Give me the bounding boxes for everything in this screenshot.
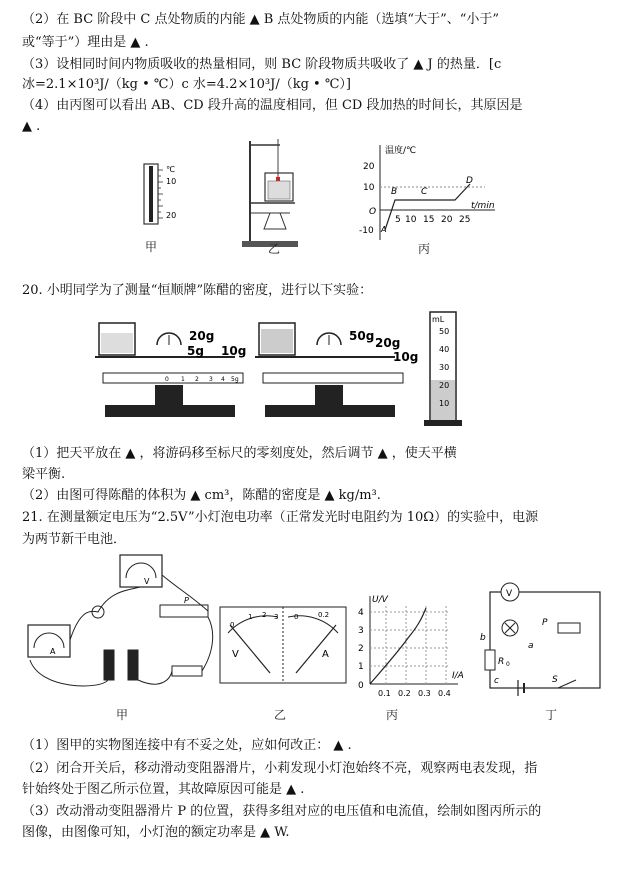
ui-graph-ylabel: U/V bbox=[372, 595, 388, 605]
meter-v-tick-2: 2 bbox=[262, 611, 267, 619]
balance-1-figure bbox=[95, 315, 255, 425]
circuit-label-c: c bbox=[494, 676, 499, 686]
circuit-label-a: a bbox=[528, 641, 534, 651]
q20-part1-line1: （1）把天平放在 ▲ ，将游码移至标尺的零刻度处，然后调节 ▲ ，使天平横 bbox=[22, 446, 457, 461]
cylinder-unit: mL bbox=[432, 315, 445, 324]
meter-v-tick-0: 0 bbox=[230, 621, 235, 629]
graph-x-tick-5: 5 bbox=[395, 215, 401, 225]
graph-ylabel: 温度/℃ bbox=[385, 146, 417, 156]
balance1-weight-10g: 10g bbox=[221, 344, 247, 358]
temp-time-graph bbox=[355, 140, 505, 250]
balance1-weight-20g: 20g bbox=[189, 329, 215, 343]
ui-y-tick-4: 4 bbox=[358, 608, 364, 618]
physical-circuit-figure bbox=[20, 550, 220, 695]
circuit-diagram bbox=[478, 578, 608, 698]
heating-apparatus-figure bbox=[240, 133, 305, 255]
q19-part3-line1: （3）设相同时间内物质吸收的热量相同，则 BC 阶段物质共吸收了 ▲ J 的热量．[c bbox=[22, 57, 502, 72]
balance2-weight-20g: 20g bbox=[375, 336, 401, 350]
ui-y-tick-0: 0 bbox=[358, 681, 364, 691]
graph-y-tick-10: 10 bbox=[363, 183, 375, 193]
circuit-label-p: P bbox=[542, 618, 548, 628]
ui-x-tick-03: 0.3 bbox=[418, 689, 431, 698]
balance-2-figure bbox=[255, 315, 419, 425]
cylinder-tick-30: 30 bbox=[439, 363, 450, 372]
ui-graph bbox=[348, 592, 468, 702]
cylinder-tick-20: 20 bbox=[439, 381, 450, 390]
graph-y-tick-20: 20 bbox=[363, 162, 375, 172]
measuring-cylinder-figure bbox=[420, 308, 470, 430]
q21-part3-line2: 图像，由图像可知，小灯泡的额定功率是 ▲ W. bbox=[22, 825, 290, 840]
meter-v-symbol: V bbox=[232, 649, 239, 660]
circuit-label-s: S bbox=[552, 675, 558, 685]
fig-ding-q21-label: 丁 bbox=[545, 708, 558, 722]
q21-part1: （1）图甲的实物图连接中有不妥之处，应如何改正： ▲ . bbox=[22, 738, 352, 753]
thermometer-figure bbox=[130, 160, 190, 255]
q19-part4-line2: ▲ . bbox=[22, 119, 41, 134]
q19-part2-line1: （2）在 BC 阶段中 C 点处物质的内能 ▲ B 点处物质的内能（选填“大于”、“小于” bbox=[22, 12, 500, 27]
graph-point-d: D bbox=[466, 176, 473, 186]
graph-point-a: A bbox=[381, 225, 387, 234]
circuit-label-r-sub: 0 bbox=[506, 661, 510, 668]
graph-xlabel: t/min bbox=[471, 201, 495, 211]
ui-y-tick-2: 2 bbox=[358, 644, 364, 654]
q21-line2: 为两节新干电池． bbox=[22, 532, 127, 547]
graph-x-tick-20: 20 bbox=[441, 215, 453, 225]
q21-line1: 21. 在测量额定电压为“2.5V”小灯泡电功率（正常发光时电阻约为 10Ω）的实验中，电源 bbox=[22, 510, 539, 525]
ui-graph-xlabel: I/A bbox=[452, 671, 464, 681]
fig-yi-label: 乙 bbox=[268, 242, 281, 256]
thermo-tick-10: 10 bbox=[166, 177, 177, 186]
fig-yi-q21-label: 乙 bbox=[274, 708, 287, 722]
q20-part2: （2）由图可得陈醋的体积为 ▲ cm³，陈醋的密度是 ▲ kg/m³. bbox=[22, 488, 381, 503]
circuit-label-b: b bbox=[480, 633, 486, 643]
thermo-tick-20: 20 bbox=[166, 211, 177, 220]
circuit-label-r: R bbox=[498, 657, 505, 667]
graph-y-tick-neg10: -10 bbox=[359, 226, 374, 236]
q19-part3-line2: 冰=2.1×10³J/（kg • ℃）c 水=4.2×10³J/（kg • ℃）] bbox=[22, 77, 351, 92]
meter-a-tick-02: 0.2 bbox=[318, 611, 330, 619]
circuit-v-meter-label: V bbox=[144, 577, 150, 586]
q21-part3-line1: （3）改动滑动变阻器滑片 P 的位置，获得多组对应的电压值和电流值，绘制如图丙所示的 bbox=[22, 804, 542, 819]
scale-mark-0: 0 bbox=[165, 376, 169, 383]
graph-origin-label: O bbox=[369, 207, 377, 217]
meter-v-tick-3: 3 bbox=[274, 613, 279, 621]
ui-y-tick-1: 1 bbox=[358, 662, 364, 672]
scale-mark-2: 2 bbox=[195, 376, 199, 383]
cylinder-tick-40: 40 bbox=[439, 345, 450, 354]
q21-part2-line2: 针始终处于图乙所示位置，其故障原因可能是 ▲ . bbox=[22, 782, 305, 797]
graph-x-tick-25: 25 bbox=[459, 215, 471, 225]
meter-a-tick-0: 0 bbox=[294, 613, 299, 621]
graph-point-c: C bbox=[421, 187, 428, 197]
thermo-unit: ℃ bbox=[166, 165, 175, 174]
fig-jia-label: 甲 bbox=[145, 240, 158, 254]
scale-mark-1: 1 bbox=[181, 376, 185, 383]
q21-part2-line1: （2）闭合开关后，移动滑动变阻器滑片，小莉发现小灯泡始终不亮，观察两电表发现，指 bbox=[22, 761, 538, 776]
ui-x-tick-02: 0.2 bbox=[398, 689, 411, 698]
scale-mark-5: 5g bbox=[231, 376, 239, 383]
scale-mark-4: 4 bbox=[221, 376, 225, 383]
circuit-slider-p: P bbox=[184, 596, 189, 605]
balance2-weight-10g: 10g bbox=[393, 350, 419, 364]
scale-mark-3: 3 bbox=[209, 376, 213, 383]
balance1-weight-5g: 5g bbox=[187, 344, 204, 358]
ui-x-tick-01: 0.1 bbox=[378, 689, 391, 698]
circuit-a-meter-label: A bbox=[50, 647, 56, 656]
cylinder-tick-50: 50 bbox=[439, 327, 450, 336]
q19-part4-line1: （4）由丙图可以看出 AB、CD 段升高的温度相同，但 CD 段加热的时间长，其原因是 bbox=[22, 98, 523, 113]
graph-x-tick-15: 15 bbox=[423, 215, 435, 225]
graph-x-tick-10: 10 bbox=[405, 215, 417, 225]
meters-figure bbox=[218, 605, 348, 685]
q20-line1: 20. 小明同学为了测量“恒顺牌”陈醋的密度，进行以下实验： bbox=[22, 283, 373, 298]
q19-part2-line2: 或“等于”）理由是 ▲ . bbox=[22, 35, 149, 50]
meter-a-symbol: A bbox=[322, 649, 329, 660]
ui-y-tick-3: 3 bbox=[358, 626, 364, 636]
ui-x-tick-04: 0.4 bbox=[438, 689, 451, 698]
fig-bing-label: 丙 bbox=[418, 242, 431, 256]
circuit-v-symbol: V bbox=[506, 589, 513, 599]
fig-bing-q21-label: 丙 bbox=[386, 708, 399, 722]
balance2-weight-50g: 50g bbox=[349, 329, 375, 343]
fig-jia-q21-label: 甲 bbox=[116, 708, 129, 722]
graph-point-b: B bbox=[391, 187, 398, 197]
meter-v-tick-1: 1 bbox=[248, 613, 253, 621]
q20-part1-line2: 梁平衡. bbox=[22, 467, 66, 482]
cylinder-tick-10: 10 bbox=[439, 399, 450, 408]
